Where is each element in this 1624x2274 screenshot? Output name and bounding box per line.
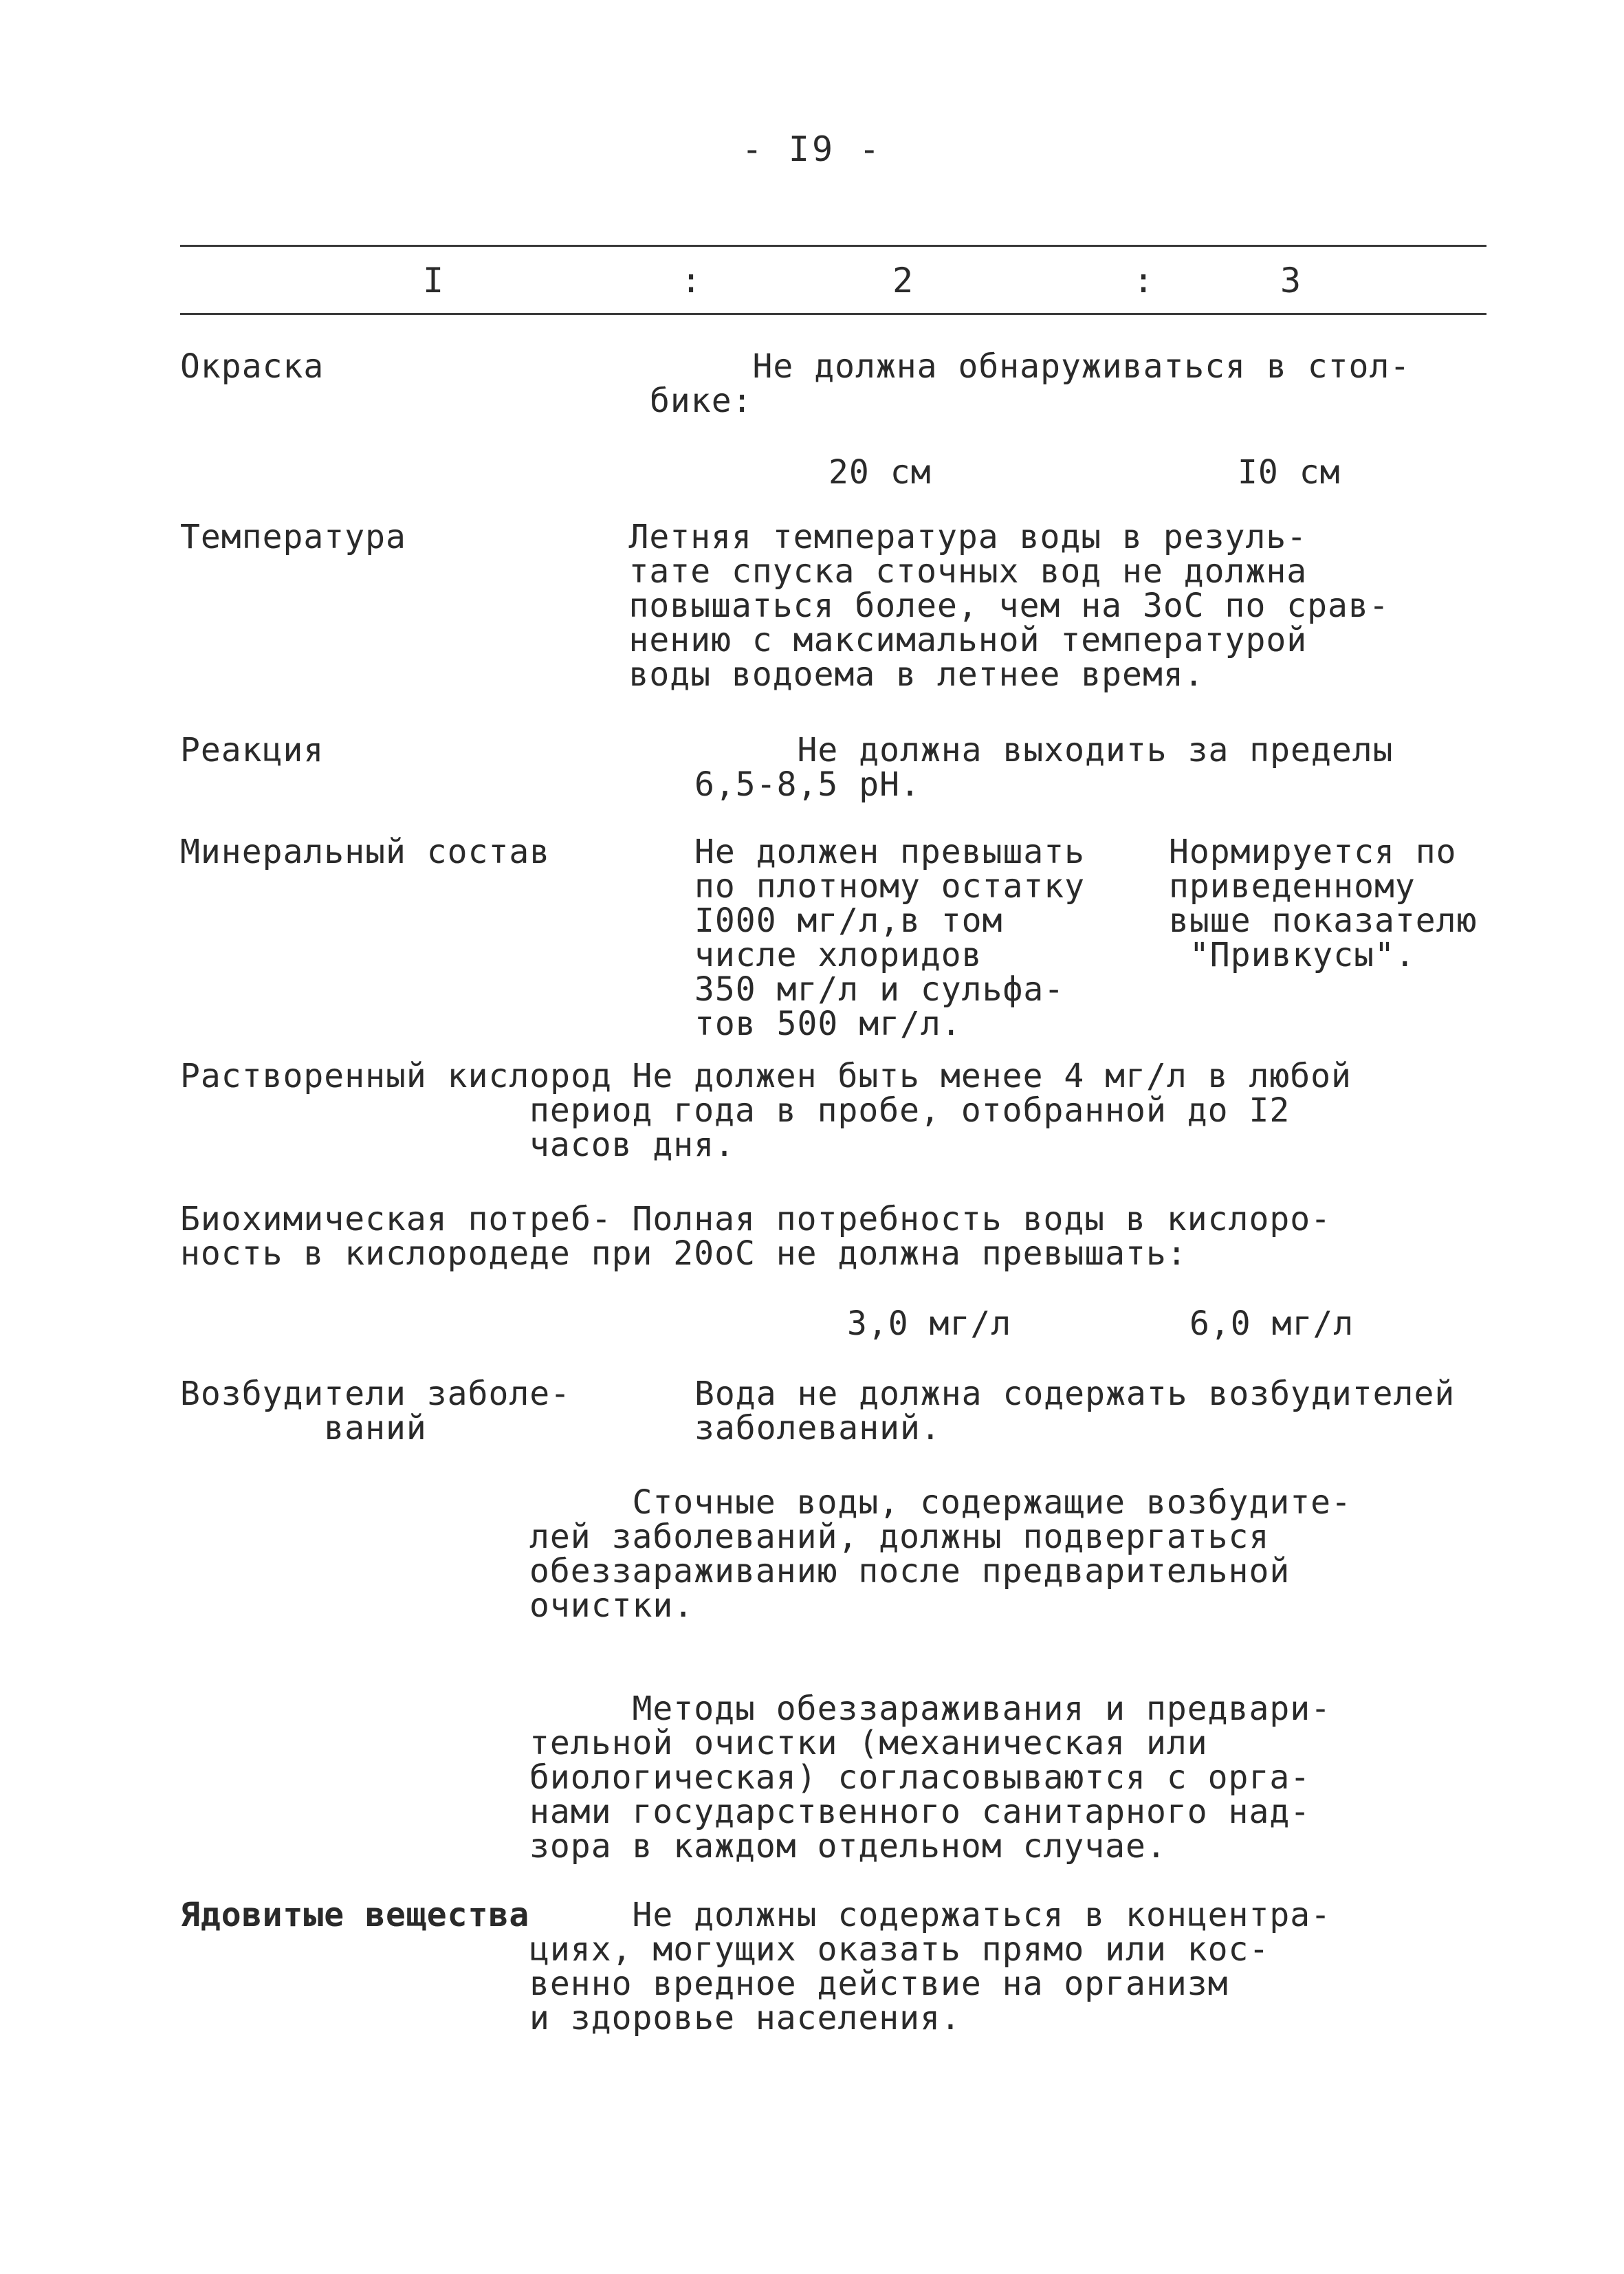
row-label-bod: Биохимическая потреб- ность в кислороде — [180, 1200, 612, 1273]
row-text-oxygen: Не должен быть менее 4 мг/л в любой период года в пробе, отобранной до I2 часов дня. — [529, 1057, 1352, 1164]
page-number: - I9 - — [741, 129, 883, 169]
row-text-reaction: Не должна выходить за пределы 6,5-8,5 pH. — [694, 731, 1394, 804]
header-col1: I — [423, 261, 444, 300]
row-label-temperature: Температура — [180, 518, 406, 556]
row-text-mineral-col3: Нормируется по приведенному выше показателю "Привкусы". — [1169, 833, 1478, 974]
row-value-bod-col3: 6,0 мг/л — [1189, 1304, 1354, 1343]
row-text-mineral-col2: Не должен превышать по плотному остатку I000 мг/л,в том числе хлоридов 350 мг/л и сульфа- тов 500 мг/л. — [694, 833, 1086, 1043]
row-text-pathogens-3: Методы обеззараживания и предвари- тельной очистки (механическая или биологическая) согласовываются с орга- нами государственного санитарного над- зора в каждом отдельном случае. — [529, 1690, 1332, 1866]
row-text-temperature: Летняя температура воды в резуль- тате спуска сточных вод не должна повышаться более, чем на 3oC по срав- нению с максимальной температурой воды водоема в летнее время. — [628, 518, 1390, 694]
table-header-rule — [180, 313, 1486, 315]
table-top-rule — [180, 245, 1486, 247]
header-col2: 2 — [892, 261, 914, 300]
row-label-toxic: Ядовитые вещества — [180, 1896, 530, 1934]
header-col3: 3 — [1280, 261, 1302, 300]
row-text-bod: Полная потребность воды в кислоро- де при 20oC не должна превышать: — [529, 1200, 1332, 1273]
row-text-color: Не должна обнаруживаться в стол- бике: — [650, 347, 1411, 420]
row-value-color-col3: I0 см — [1238, 453, 1341, 492]
row-value-color-col2: 20 см — [829, 453, 932, 492]
row-label-reaction: Реакция — [180, 731, 325, 769]
row-value-bod-col2: 3,0 мг/л — [847, 1304, 1012, 1343]
row-label-pathogens: Возбудители заболе- ваний — [180, 1375, 571, 1447]
row-text-pathogens-1: Вода не должна содержать возбудителей заболеваний. — [694, 1375, 1456, 1447]
row-label-oxygen: Растворенный кислород — [180, 1057, 612, 1095]
header-separator-2: : — [1133, 261, 1154, 300]
header-separator-1: : — [681, 261, 702, 300]
row-label-color: Окраска — [180, 347, 325, 386]
row-text-pathogens-2: Сточные воды, содержащие возбудите- лей заболеваний, должны подвергаться обеззараживанию после предварительной очистки. — [529, 1483, 1352, 1625]
row-label-mineral: Минеральный состав — [180, 833, 551, 871]
row-text-toxic: Не должны содержаться в концентра- циях, могущих оказать прямо или кос- венно вредное действие на организм и здоровье населения. — [529, 1896, 1332, 2037]
